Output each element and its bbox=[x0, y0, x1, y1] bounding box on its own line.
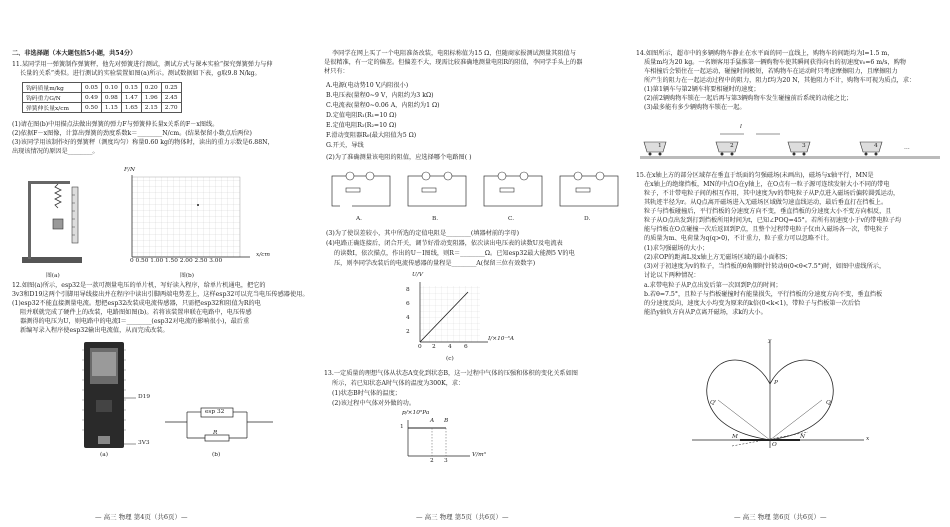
option-B-label: B. bbox=[432, 216, 439, 222]
q13-line-4: (2)该过程中气体对外做的功。 bbox=[332, 400, 416, 407]
heart-axis-x: x bbox=[866, 436, 870, 442]
fig-a-caption: 图(a) bbox=[46, 273, 60, 279]
q15-line-3: 粒子，不计带电粒子间的相互作用，其中速度为v的带电粒子从P点进入磁场后偏转圆弧运动， bbox=[644, 190, 900, 197]
table-cell: 钩码质量m/kg bbox=[23, 83, 82, 93]
fig-12a-caption: (a) bbox=[100, 452, 108, 458]
option-D-label: D. bbox=[584, 216, 591, 222]
intro-line-3: 材只有： bbox=[324, 68, 349, 75]
heart-point-P: P bbox=[774, 380, 778, 386]
table-cell: 0.15 bbox=[121, 83, 141, 93]
ui-xtick: 0 bbox=[418, 344, 422, 350]
table-cell: 0.98 bbox=[101, 93, 121, 103]
spring-stand-figure bbox=[20, 175, 100, 267]
cart-label-3: 3 bbox=[802, 143, 806, 149]
q11-line-1: 11.某同学用一弹簧制作弹簧秤，他先对弹簧进行测试，测试方式与课本实验“探究弹簧弹力与伸 bbox=[12, 61, 273, 68]
cart-row bbox=[640, 130, 940, 166]
q15-line-8: 的质量为m、电荷量为q(q>0)，不计重力，粒子重力可以忽略不计。 bbox=[644, 235, 833, 242]
ui-xtick: 2 bbox=[432, 344, 436, 350]
ui-ytick: 2 bbox=[406, 329, 410, 335]
q13-line-3: (1)状态B时气体的温度； bbox=[332, 390, 401, 397]
circuit-options bbox=[330, 168, 620, 212]
q4-line-1: (4)电路正确连接后，闭合开关，调节好滑动变阻器，依次读出电压表的读数U及电流表 bbox=[326, 240, 563, 247]
heart-point-M: M bbox=[732, 434, 738, 440]
circuit-option-c bbox=[484, 172, 542, 206]
pin-label-3v3: 3V3 bbox=[138, 440, 150, 446]
cart-spacing-label: l bbox=[740, 124, 742, 130]
axis-ticks-x: 0 0.50 1.00 1.50 2.00 2.50 3.00 bbox=[130, 258, 223, 264]
option-A-label: A. bbox=[356, 216, 363, 222]
fig-12b-caption: (b) bbox=[212, 452, 221, 458]
q14-line-3: 车相撞后会锁住在一起运动，碰撞时间极短，若购物车在运动时只考虑摩擦阻力，且摩擦阻力 bbox=[644, 68, 898, 75]
q15-case-b-1: b.若θ=7.5°，且粒子与挡板碰撞时有能量损失，平行挡板的分速度方向不变，垂直挡板 bbox=[644, 291, 883, 298]
q15-line-1: 15.在x轴上方的部分区域存在垂直于纸面的匀强磁场(未画出)，磁场与x轴平行，MN是 bbox=[636, 172, 874, 179]
q15-line-7: 能与挡板在O点碰撞一次后返回到P点，且整个过程带电粒子仅由入磁场各一次，带电粒子 bbox=[644, 226, 889, 233]
ui-caption: (c) bbox=[446, 356, 454, 362]
table-cell: 0.49 bbox=[82, 93, 102, 103]
q2-text: (2)为了准确测量该电阻的阻值，应选择哪个电路图( ) bbox=[326, 154, 472, 161]
q15-item-2: (2)求OP的距离L及x轴上方无磁场区域的最小面积S； bbox=[644, 254, 792, 261]
esp32-board-photo bbox=[80, 340, 130, 452]
q15-case-a: a.求带电粒子从P点出发后第一次回到P点的时间； bbox=[644, 282, 782, 289]
circuit-option-d bbox=[560, 172, 618, 206]
q14-line-2: 质量m均为20 kg。一名顾客用手猛推第一辆购物车使其瞬间获得向右的初速度v₀=6 m/s，购物 bbox=[644, 59, 906, 66]
ui-ytick: 6 bbox=[406, 301, 410, 307]
q12-line-6: 新编写录入程序使esp32输出电流值，从而完成改装。 bbox=[20, 327, 169, 334]
q14-item-1: (1)第1辆车与第2辆车将要相碰时的速度； bbox=[644, 86, 760, 93]
ui-ytick: 4 bbox=[406, 315, 410, 321]
q12-line-5: 器测得的电压为U，则电路中的电流I＝________(esp32对电流的影响很小)，最后重 bbox=[20, 318, 250, 325]
circuit-option-b bbox=[408, 172, 466, 206]
q15-item-3b: 讨论以下两种情况： bbox=[644, 272, 700, 279]
table-cell: 1.47 bbox=[121, 93, 141, 103]
table-cell: 0.50 bbox=[82, 103, 102, 113]
table-cell: 1.15 bbox=[101, 103, 121, 113]
equipment-F: F.滑动变阻器R₀(最大阻值为5 Ω) bbox=[326, 132, 417, 139]
q12-line-3: (1)esp32不能直接测量电流。想把esp32改装成电流传感器，只需把esp32和阻值为R的电 bbox=[12, 300, 261, 307]
equipment-A: A.电源(电动势10 V,内阻很小) bbox=[326, 82, 409, 89]
equipment-C: C.电流表(量程0~0.06 A，内阻约为1 Ω) bbox=[326, 102, 440, 109]
pv-xtick: 3 bbox=[444, 458, 448, 464]
cart-label-1: 1 bbox=[658, 143, 662, 149]
page-5 bbox=[316, 0, 632, 527]
q11-line-2: 长量的关系”类似。进行测试的实验装置如图(a)所示。测试数据如下表，g取9.8 N/kg。 bbox=[20, 70, 261, 77]
q14-item-2: (2)前2辆购物车锁在一起后再与第3辆购物车发生碰撞前后系统的动能之比； bbox=[644, 95, 853, 102]
pv-xtick: 2 bbox=[430, 458, 434, 464]
q13-line-1: 13.一定质量的理想气体从状态A变化到状态B，这一过程中气体的压强和体积的变化关系如图 bbox=[324, 370, 578, 377]
table-cell: 1.96 bbox=[141, 93, 161, 103]
table-cell: 1.65 bbox=[121, 103, 141, 113]
table-cell: 钩码重力G/N bbox=[23, 93, 82, 103]
table-cell: 0.10 bbox=[101, 83, 121, 93]
option-C-label: C. bbox=[508, 216, 515, 222]
pv-ytick: 1 bbox=[400, 424, 404, 430]
ui-graph bbox=[412, 282, 492, 348]
q15-item-1: (1)求匀强磁场的大小； bbox=[644, 245, 709, 252]
ui-axis-I: I/×10⁻³A bbox=[488, 336, 515, 342]
page-4 bbox=[0, 0, 316, 527]
pv-graph bbox=[404, 420, 474, 460]
table-cell: 0.05 bbox=[82, 83, 102, 93]
q11-item-3: (3)该同学用该制作好的弹簧秤（测度均匀）称量0.60 kg的物体时，读出的重力示数是6.88N， bbox=[12, 139, 274, 146]
pin-label-d19: D19 bbox=[138, 394, 151, 400]
ui-ytick: 8 bbox=[406, 287, 410, 293]
q15-case-b-2: 的分速度反向，速度大小均变为原来的k倍(0<k<1)，带粒子与挡板第一次后恰 bbox=[644, 300, 861, 307]
q3-text: (3)为了使误差较小，其中所选的定值电阻是________(填器材前的字母) bbox=[326, 230, 520, 237]
q11-item-2: (2)依据F－x图像，计算出弹簧的劲度系数k＝________N/cm。(结果保留小数点后两位) bbox=[12, 130, 252, 137]
page-6 bbox=[632, 0, 950, 527]
heart-axis-y: y bbox=[768, 338, 772, 344]
equipment-E: E.定值电阻R₂(R₂=10 Ω) bbox=[326, 122, 397, 129]
table-row bbox=[23, 83, 182, 93]
axis-label-x: x/cm bbox=[256, 252, 270, 258]
data-table bbox=[22, 82, 182, 113]
heart-origin-O: O bbox=[772, 442, 777, 448]
q12-line-2: 3v3和D19这两个引脚用导线接出并在程序中读出引脚两端电势差上，这样esp32可以充当电压传感器使用。 bbox=[12, 291, 309, 298]
q15-item-3: (3)对于初速度为v的粒子，当挡板的θ角顺时针转动θ(0<θ<7.5°)时，如图中虚线所示， bbox=[644, 263, 886, 270]
table-cell: 2.15 bbox=[141, 103, 161, 113]
q14-line-4: 所产生的阻力在一起运动过程中的阻力，阻力f均为20 N，其他阻力不计，购物车可视为质点，求： bbox=[644, 77, 916, 84]
ui-xtick: 4 bbox=[448, 344, 452, 350]
esp32-label: esp 32 bbox=[205, 409, 225, 415]
heart-trajectory-diagram bbox=[688, 340, 868, 450]
q11-item-1: (1)请在图(b)中用描点法做出弹簧的弹力F与弹簧伸长量x关系的F－x图线。 bbox=[12, 121, 219, 128]
cart-label-2: 2 bbox=[730, 143, 734, 149]
q4-line-3: 压，则李同学改装后的电流传感器的量程是________A(保留三位有效数字) bbox=[334, 260, 536, 267]
footer-page-6: — 高三 物理 第6页（共6页）— bbox=[734, 513, 827, 521]
section-heading: 二、非选择题（本大题包括5小题，共54分） bbox=[12, 50, 137, 57]
pv-point-A: A bbox=[430, 418, 435, 424]
cart-label-4: 4 bbox=[874, 143, 878, 149]
q11-item-4: 出现该情况的原因是________。 bbox=[12, 148, 99, 155]
resistor-label: R bbox=[213, 430, 218, 436]
q15-case-b-3: 能沿y轴负方向从P点离开磁场，求k的大小。 bbox=[644, 309, 767, 316]
table-row bbox=[23, 93, 182, 103]
equipment-G: G.开关，导线 bbox=[326, 142, 364, 149]
circuit-option-a bbox=[332, 172, 390, 206]
q12-line-1: 12.如图(a)所示，esp32是一款可测量电压的单片机，写好读入程序，给单片机通电，把它的 bbox=[12, 282, 266, 289]
cart-ellipsis: … bbox=[904, 145, 910, 151]
q15-line-6: 粒子从O点出发到打到挡板所用时间为t，已知∠POQ=45°。若所有初速度小于v的带电粒子均 bbox=[644, 217, 902, 224]
q12-line-4: 阻并联就完成了硬件上的改装，电路图如图(b)。若将该装置串联在电路中，电压传感 bbox=[20, 309, 252, 316]
heart-point-N: N bbox=[800, 434, 806, 440]
pv-axis-p: p/×10⁵Pa bbox=[402, 410, 430, 416]
intro-line-2: 是很精准，有一定的偏差。但偏差不大，现需比较准确地测量电阻R的阻值，李同学手头上的器 bbox=[324, 59, 583, 66]
pv-axis-v: V/m³ bbox=[472, 452, 486, 458]
ui-axis-U: U/V bbox=[412, 272, 424, 278]
equipment-B: B.电压表(量程0~9 V，内阻约为3 kΩ) bbox=[326, 92, 434, 99]
table-cell: 弹簧伸长量x/cm bbox=[23, 103, 82, 113]
q13-line-2: 所示，若已知状态A时气体的温度为300K，求： bbox=[332, 380, 465, 387]
heart-point-Qprime: Q' bbox=[710, 400, 717, 406]
grid-figure bbox=[126, 175, 254, 267]
table-cell: 2.70 bbox=[161, 103, 181, 113]
intro-line-1: 李同学在网上买了一个电阻准备改装，电阻标称值为15 Ω，但随商家报测试测量其阻值与 bbox=[332, 50, 576, 57]
table-row bbox=[23, 103, 182, 113]
heart-point-Q: Q bbox=[826, 400, 831, 406]
q14-line-1: 14.如图所示，超市中的多辆购物车静止在水平面的同一直线上，购物车的间距均为l=1.5 m， bbox=[636, 50, 894, 57]
ui-xtick: 6 bbox=[464, 344, 468, 350]
footer-page-4: — 高三 物理 第4页（共6页）— bbox=[95, 513, 188, 521]
q14-item-3: (3)最多能有多少辆购物车锁在一起。 bbox=[644, 104, 746, 111]
q15-line-4: 其轨迹半径为r。从Q点离开磁场进入无磁场区域做匀速直线运动，最后垂直打在挡板上。 bbox=[644, 199, 888, 206]
equipment-D: D.定值电阻R₁(R₁=10 Ω) bbox=[326, 112, 397, 119]
table-cell: 0.20 bbox=[141, 83, 161, 93]
axis-label-F: F/N bbox=[124, 167, 136, 173]
table-cell: 2.45 bbox=[161, 93, 181, 103]
pv-point-B: B bbox=[444, 418, 449, 424]
fig-b-caption: 图(b) bbox=[180, 273, 195, 279]
table-cell: 0.25 bbox=[161, 83, 181, 93]
footer-page-5: — 高三 物理 第5页（共6页）— bbox=[416, 513, 509, 521]
q15-line-5: 粒子与挡板碰撞后，平行挡板的分速度方向不变，垂直挡板的分速度大小不变方向相反，且 bbox=[644, 208, 892, 215]
q15-line-2: 在x轴上的绝缘挡板，MN的中点O在y轴上，在O点有一粒子源可连续发射大小不同的带电 bbox=[644, 181, 890, 188]
q4-line-2: 的读数I，依次描点，作出的U－I图线，则R＝________Ω。已知esp32最大能测5 V的电 bbox=[334, 250, 575, 257]
